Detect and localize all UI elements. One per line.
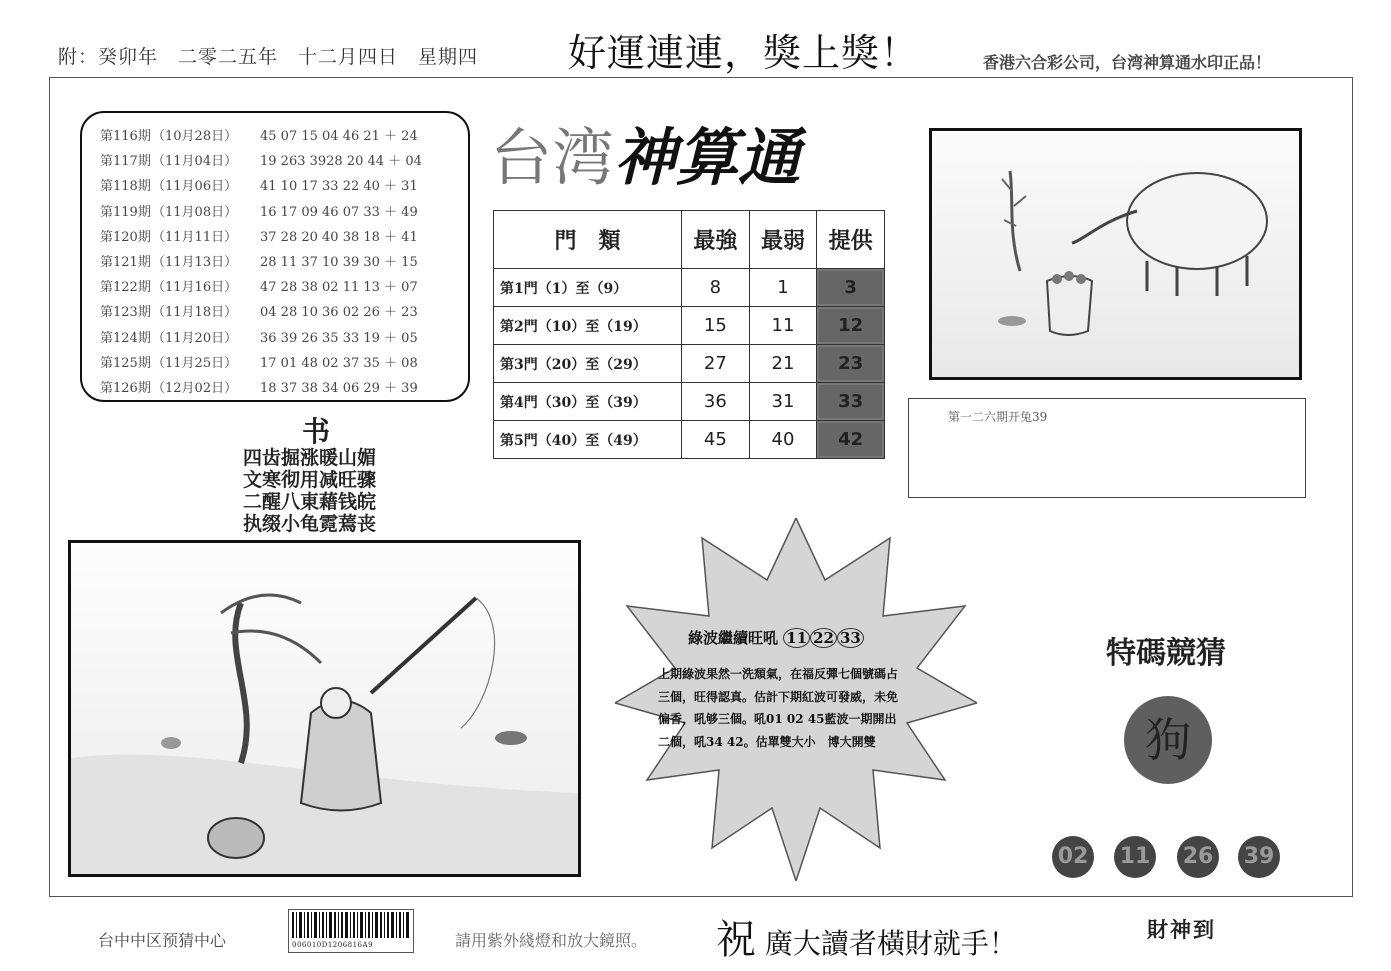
footer-blessing xyxy=(716,908,1017,965)
commentary-line: 上期綠波果然一洗頹氣，在福反彈七個號碼占 xyxy=(658,667,899,681)
special-title: 特碼競猜 xyxy=(1106,636,1226,671)
slogan: 好運連連，獎上獎！ xyxy=(568,31,920,75)
number-ball: 02 xyxy=(1052,836,1094,878)
date-line: 附：癸卯年 二零二五年 十二月四日 星期四 xyxy=(58,46,479,68)
gates-header-row xyxy=(494,211,885,269)
footer-tip: 請用紫外綫燈和放大鏡照。 xyxy=(455,931,648,950)
gates-table xyxy=(493,210,885,459)
riddle-line: 二醒八東藉钱皖 xyxy=(243,491,377,513)
history-row: 第120期（11月11日） 37 28 20 40 38 18 ＋ 41 xyxy=(100,229,418,245)
history-row: 第123期（11月18日） 04 28 10 36 02 26 ＋ 23 xyxy=(100,305,418,321)
commentary-line: 二個，吼34 42。估單雙大小 博大開雙 xyxy=(658,734,876,749)
history-row: 第121期（11月13日） 28 11 37 10 39 30 ＋ 15 xyxy=(100,254,418,270)
commentary-line: 偏香，吼够三個。吼01 02 45藍波一期開出 xyxy=(658,712,897,726)
zodiac-ball: 狗 xyxy=(1124,696,1212,784)
headline-ball: 33 xyxy=(837,628,864,648)
commentary-line: 三個，旺得認真。估計下期紅波可發威，未免 xyxy=(658,689,899,704)
header-category: 門 類 xyxy=(494,211,682,269)
barcode-bars xyxy=(289,910,413,940)
gate-row: 第5門（40）至（49） 45 40 42 xyxy=(494,421,885,459)
history-row: 第116期（10月28日） 45 07 15 04 46 21 ＋ 24 xyxy=(100,129,418,144)
header-strongest: 最強 xyxy=(682,211,750,269)
history-row: 第122期（11月16日） 47 28 38 02 11 13 ＋ 07 xyxy=(100,280,418,296)
headline-ball: 22 xyxy=(810,628,837,648)
book-riddle xyxy=(243,447,376,535)
watermark-note: 香港六合彩公司，台湾神算通水印正品！ xyxy=(983,53,1272,72)
elephant-drawing xyxy=(932,131,1299,377)
gate-row: 第3門（20）至（29） 27 21 23 xyxy=(494,345,885,383)
book-title: 书 xyxy=(302,415,331,448)
blessing-text: 廣大讀者橫財就手！ xyxy=(764,927,1017,960)
fisherman-drawing xyxy=(71,543,578,874)
footer-god: 財神到 xyxy=(1147,917,1216,942)
note-text: 第一二六期开兔39 xyxy=(948,410,1048,424)
star-headline: 綠波繼續旺吼 11 22 33 xyxy=(688,627,864,648)
number-ball: 26 xyxy=(1177,836,1219,878)
header-weakest: 最弱 xyxy=(749,211,817,269)
history-row: 第118期（11月06日） 41 10 17 33 22 40 ＋ 31 xyxy=(100,179,418,195)
header-provide: 提供 xyxy=(817,211,885,269)
history-row: 第119期（11月08日） 16 17 09 46 07 33 ＋ 49 xyxy=(100,204,418,220)
history-row: 第117期（11月04日） 19 263 3928 20 44 ＋ 04 xyxy=(100,154,422,170)
number-ball: 11 xyxy=(1114,836,1156,878)
brand-title xyxy=(490,108,800,197)
history-row: 第124期（11月20日） 36 39 26 35 33 19 ＋ 05 xyxy=(100,330,418,346)
blessing-prefix: 祝 xyxy=(716,917,756,963)
star-commentary xyxy=(658,663,948,753)
history-row: 第125期（11月25日） 17 01 48 02 37 35 ＋ 08 xyxy=(100,355,418,371)
brand-part-2: 神算通 xyxy=(614,121,801,194)
gate-row: 第1門（1）至（9） 8 1 3 xyxy=(494,269,885,307)
riddle-line: 四齿掘涨暖山媚 xyxy=(243,447,377,469)
headline-ball: 11 xyxy=(783,628,810,648)
gate-row: 第2門（10）至（19） 15 11 12 xyxy=(494,307,885,345)
barcode-number: 006010D1206816A9 xyxy=(292,941,374,949)
gate-row: 第4門（30）至（39） 36 31 33 xyxy=(494,383,885,421)
history-box xyxy=(80,111,470,402)
fisherman-illustration xyxy=(68,540,581,877)
brand-part-1: 台湾 xyxy=(490,121,615,194)
number-ball: 39 xyxy=(1238,836,1280,878)
riddle-line: 执缀小龟霓蔫丧 xyxy=(243,513,377,535)
footer-center-name: 台中中区预猜中心 xyxy=(98,931,227,950)
riddle-line: 文寒彻用减旺骤 xyxy=(243,469,377,491)
elephant-illustration xyxy=(929,128,1302,380)
history-row: 第126期（12月02日） 18 37 38 34 06 29 ＋ 39 xyxy=(100,380,418,396)
